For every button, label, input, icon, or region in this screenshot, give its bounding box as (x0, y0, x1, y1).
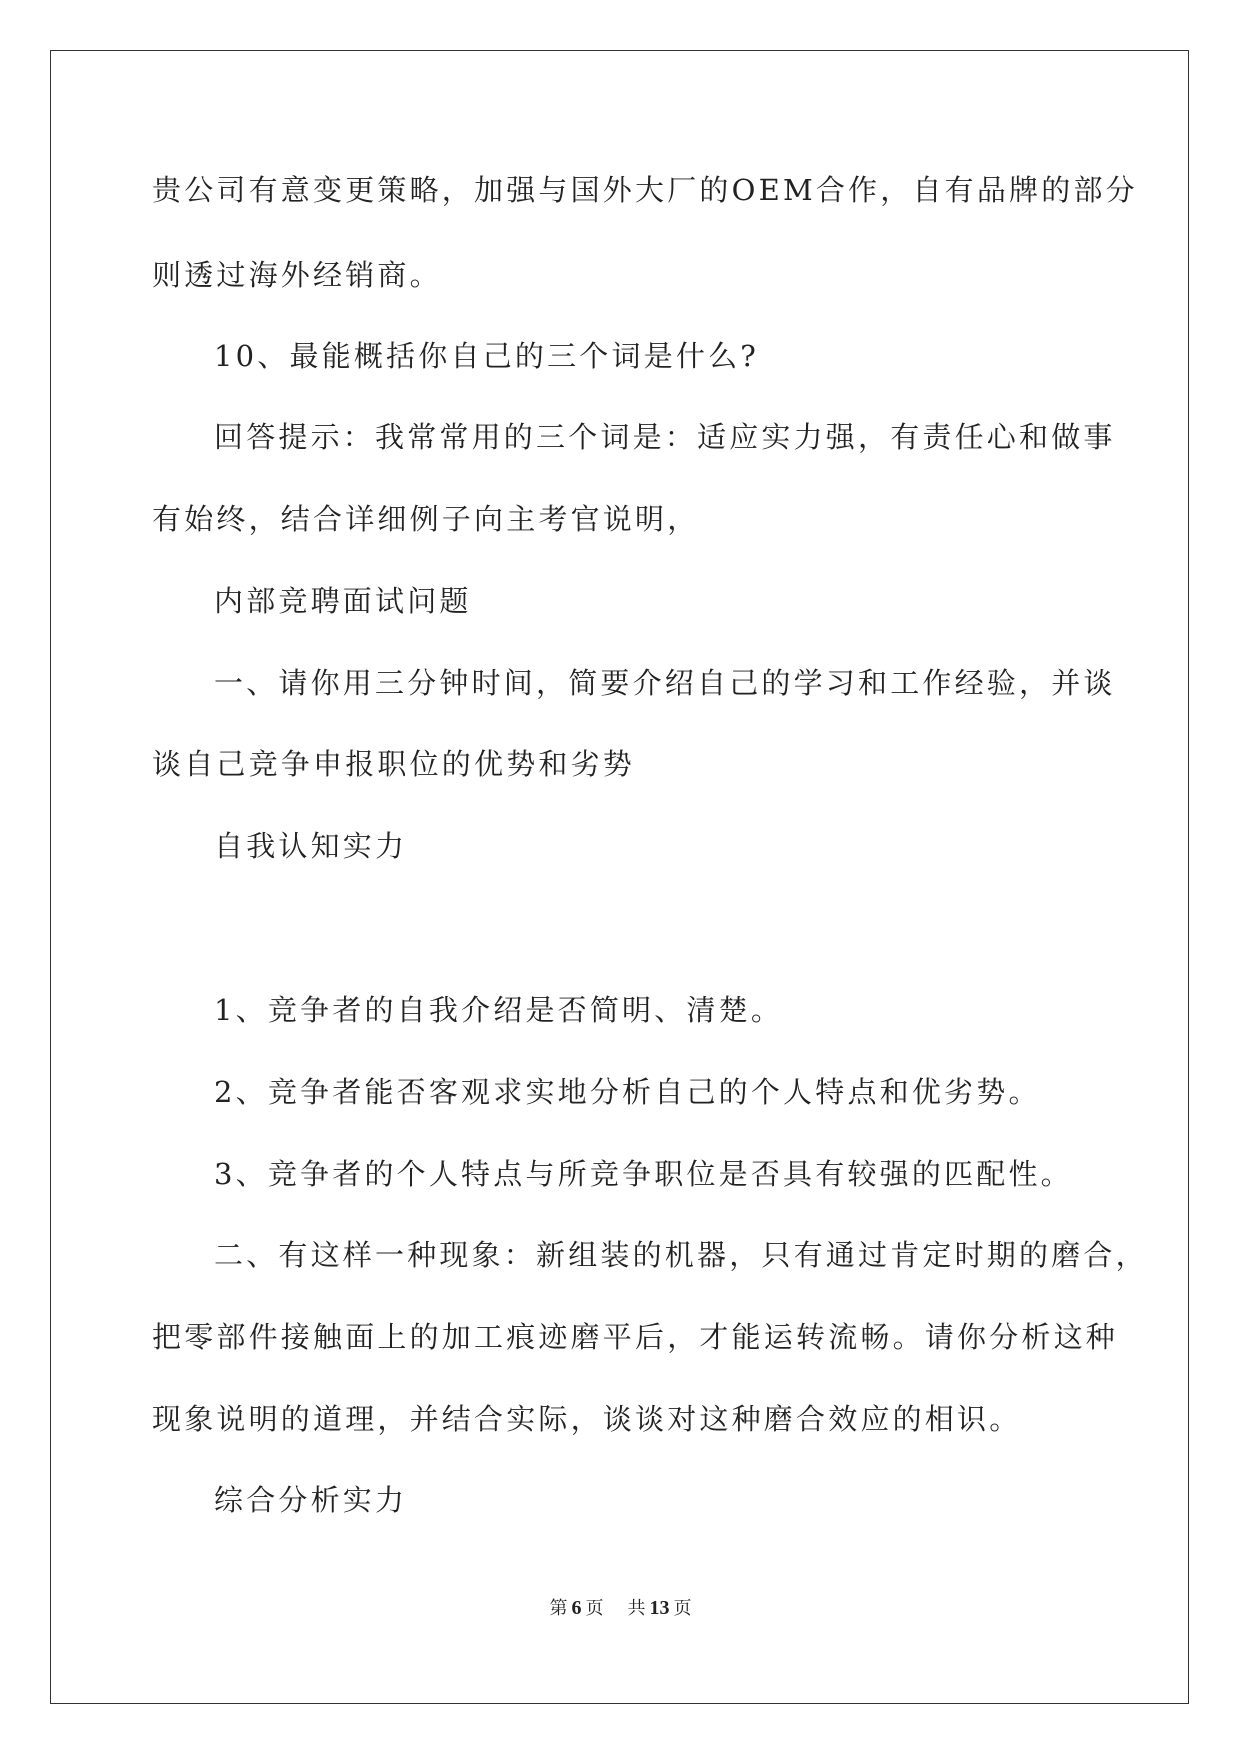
question-10: 10、最能概括你自己的三个词是什么? (214, 339, 760, 373)
criteria-heading: 自我认知实力 (214, 829, 408, 863)
page-suffix: 页 (585, 1598, 604, 1619)
criteria-item: 3、竞争者的个人特点与所竞争职位是否具有较强的匹配性。 (214, 1157, 1073, 1191)
paragraph-line: 现象说明的道理，并结合实际，谈谈对这种磨合效应的相识。 (152, 1402, 1022, 1436)
page-number: 6 (571, 1597, 582, 1619)
paragraph-line: 谈自己竞争申报职位的优势和劣势 (152, 747, 636, 781)
total-prefix: 共 (627, 1598, 646, 1619)
paragraph-line: 有始终，结合详细例子向主考官说明， (152, 502, 700, 536)
criteria-item: 2、竞争者能否客观求实地分析自己的个人特点和优劣势。 (214, 1075, 1041, 1109)
question-one: 一、请你用三分钟时间，简要介绍自己的学习和工作经验，并谈 (214, 666, 1116, 700)
page-border (50, 50, 1189, 1704)
answer-hint: 回答提示：我常常用的三个词是：适应实力强，有责任心和做事 (214, 420, 1116, 454)
question-two: 二、有这样一种现象：新组装的机器，只有通过肯定时期的磨合， (214, 1238, 1148, 1272)
page-footer (0, 1594, 1241, 1620)
paragraph-line: 把零部件接触面上的加工痕迹磨平后，才能运转流畅。请你分析这种 (152, 1320, 1119, 1354)
criteria-heading: 综合分析实力 (214, 1483, 408, 1517)
section-heading: 内部竞聘面试问题 (214, 584, 472, 618)
page-prefix: 第 (549, 1598, 568, 1619)
criteria-item: 1、竞争者的自我介绍是否简明、清楚。 (214, 993, 784, 1027)
paragraph-line: 贵公司有意变更策略，加强与国外大厂的OEM合作，自有品牌的部分 (152, 173, 1138, 207)
paragraph-line: 则透过海外经销商。 (152, 258, 442, 292)
total-pages: 13 (649, 1597, 670, 1619)
total-suffix: 页 (673, 1598, 692, 1619)
